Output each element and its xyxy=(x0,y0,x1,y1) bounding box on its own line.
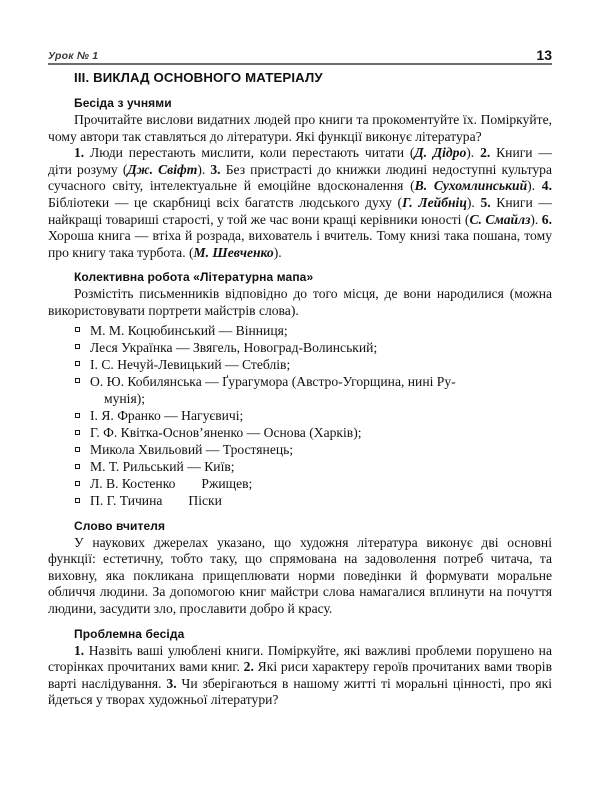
subheading-slovo-vchytelya: Слово вчителя xyxy=(74,518,166,533)
paragraph-text: Прочитайте вислови видатних людей про книги та прокоментуйте їх. Поміркуйте, чому автори так ставляться до літератури. Які функції виконує література? xyxy=(48,112,552,144)
writer-name: Л. В. Костенко xyxy=(90,476,176,492)
quote-text-2: Книги — діти розуму ( xyxy=(48,145,553,177)
writer-place: Звягель, Новоград-Волинський; xyxy=(192,339,378,355)
subheading-rest-part: з учнями xyxy=(114,96,172,110)
section-title: III. ВИКЛАД ОСНОВНОГО МАТЕРІАЛУ xyxy=(74,70,323,85)
list-item xyxy=(48,322,552,339)
writer-place: Ржищев; xyxy=(201,476,253,492)
square-bullet-icon xyxy=(75,327,80,332)
square-bullet-icon xyxy=(75,378,80,383)
writer-separator: — xyxy=(205,442,220,458)
writer-name: Г. Ф. Квітка-Основ’яненко xyxy=(90,425,244,441)
square-bullet-icon xyxy=(75,361,80,366)
square-bullet-icon xyxy=(75,413,80,418)
square-bullet-icon xyxy=(75,344,80,349)
subheading-kolektyvna-robota: Колективна робота «Літературна мапа» xyxy=(74,270,314,285)
list-item xyxy=(48,407,552,424)
square-bullet-icon xyxy=(75,464,80,469)
quote-number-1: 1. xyxy=(74,145,85,161)
quote-author-1: Д. Дідро xyxy=(414,145,467,161)
question-text-1: Назвіть ваші улюблені книги. Поміркуйте, які важливі проблеми порушено на сторінках прочитаних вами книг. xyxy=(48,642,552,675)
subheading-strong-part: Бесіда xyxy=(74,96,115,110)
square-bullet-icon xyxy=(75,430,80,435)
quote-tail-3: ). xyxy=(527,178,542,194)
paragraph-text: У наукових джерелах указано, що художня література виконує дві основні функції: естетичну, тобто таку, що спрямована на задоволення потреб читача, та виховну, яка покликана прищеплювати норми поведінки й формувати моральне обличчя людини. За допомогою книг майстри слова намагалися вплинути на почуття людини, засудити зло, прославити добро й красу. xyxy=(48,534,552,616)
paragraph-problemna-besida xyxy=(48,643,552,709)
writer-place: Київ; xyxy=(204,459,235,475)
paragraph-slovo-vchytelya xyxy=(48,535,552,618)
quote-author-5: С. Смайлз xyxy=(469,211,531,227)
paragraph-text: Розмістіть письменників відповідно до того місця, де вони народилися (можна використовувати портрети майстрів слова). xyxy=(48,286,552,318)
quote-text-1: Люди перестають мислити, коли перестають читати ( xyxy=(84,145,415,161)
square-bullet-icon xyxy=(75,447,80,452)
writer-place: Основа (Харків); xyxy=(263,425,362,441)
paragraph-kolektyvna-intro xyxy=(48,286,552,319)
list-item xyxy=(48,373,552,407)
list-item xyxy=(48,441,552,458)
running-head-title: Урок № 1 xyxy=(48,50,99,62)
paragraph-quotes xyxy=(48,145,552,261)
writer-separator: — xyxy=(164,408,178,423)
writer-separator: — xyxy=(175,339,190,355)
writer-separator: — xyxy=(225,356,239,372)
writer-name: П. Г. Тичина xyxy=(90,493,163,509)
writer-name: М. Т. Рильський xyxy=(90,459,184,475)
quote-text-4: Бібліотеки — це скарбниці всіх багатств людського духу ( xyxy=(48,194,403,210)
quote-tail-4: ). xyxy=(466,194,481,210)
writer-place: Стеблів; xyxy=(242,356,291,372)
writer-name: Микола Хвильовий xyxy=(90,442,203,458)
question-number-1: 1. xyxy=(74,642,85,658)
quote-text-5: Книги — найкращі товариші старості, у той же час вони кращі керівники юності ( xyxy=(48,194,552,227)
square-bullet-icon xyxy=(75,481,80,486)
question-text-3: Чи зберігаються в нашому житті ті моральні цінності, про які йдеться у творах художньої літератури? xyxy=(48,675,552,708)
quote-text-6: Хороша книга — втіха й розрада, вихователь і вчитель. Тому книзі така пошана, тому про книгу така турбота. ( xyxy=(48,228,552,260)
writer-name: Леся Українка xyxy=(90,339,173,355)
writer-place: Нагуєвичі; xyxy=(181,408,244,423)
quote-tail-5: ). xyxy=(530,211,542,227)
list-item xyxy=(48,458,552,475)
quote-author-6: М. Шевченко xyxy=(193,244,274,260)
writer-place: Піски xyxy=(188,493,222,509)
quote-author-4: Г. Лейбніц xyxy=(402,194,467,210)
quote-tail-1: ). xyxy=(466,145,481,161)
list-item xyxy=(48,492,552,509)
writer-separator: — xyxy=(218,322,233,338)
writer-separator: — xyxy=(187,459,201,475)
writer-separator: — xyxy=(205,373,219,389)
list-item xyxy=(48,339,552,356)
subheading-problemna-besida: Проблемна бесіда xyxy=(74,626,185,641)
paragraph-besida-intro xyxy=(48,112,552,145)
quote-number-3: 3. xyxy=(210,161,221,177)
writer-name: І. Я. Франко xyxy=(90,408,161,423)
quote-number-2: 2. xyxy=(480,145,491,161)
running-head xyxy=(48,40,552,62)
quote-number-6: 6. xyxy=(541,211,552,227)
subheading-besida-z-uchnyamy xyxy=(74,96,552,110)
writers-list xyxy=(48,322,552,510)
writer-name: І. С. Нечуй-Левицький xyxy=(90,356,222,372)
quote-number-4: 4. xyxy=(541,178,552,194)
list-item xyxy=(48,424,552,441)
writer-place: Тростянець; xyxy=(222,442,294,458)
quote-text-3: Без пристрасті до книжки людині недоступні культура сучасного світу, інтелектуальне й емоційне вдосконалення ( xyxy=(48,161,552,194)
writer-place: Вінниця; xyxy=(235,322,288,338)
list-item xyxy=(48,475,552,492)
page-body xyxy=(48,70,552,709)
header-divider-rule xyxy=(48,63,552,65)
quote-tail-2: ). xyxy=(197,161,211,177)
quote-author-2: Дж. Свіфт xyxy=(127,161,198,177)
question-number-2: 2. xyxy=(243,659,254,675)
writer-name: М. М. Коцюбинський xyxy=(90,322,216,338)
page-number: 13 xyxy=(536,47,552,63)
square-bullet-icon xyxy=(75,498,80,503)
writer-separator: — xyxy=(246,425,261,441)
writer-place: Ґурагумора (Австро-Угорщина, нині Ру- xyxy=(222,373,456,389)
writer-name: О. Ю. Кобилянська xyxy=(90,373,202,389)
question-text-2: Які риси характеру героїв прочитаних вами творів варті наслідування. xyxy=(48,659,552,691)
list-item xyxy=(48,356,552,373)
quote-tail-6: ). xyxy=(273,244,282,260)
quote-number-5: 5. xyxy=(480,194,491,210)
quote-author-3: В. Сухомлинський xyxy=(414,178,528,194)
writer-place-continuation: мунія); xyxy=(104,390,146,406)
question-number-3: 3. xyxy=(166,675,177,691)
